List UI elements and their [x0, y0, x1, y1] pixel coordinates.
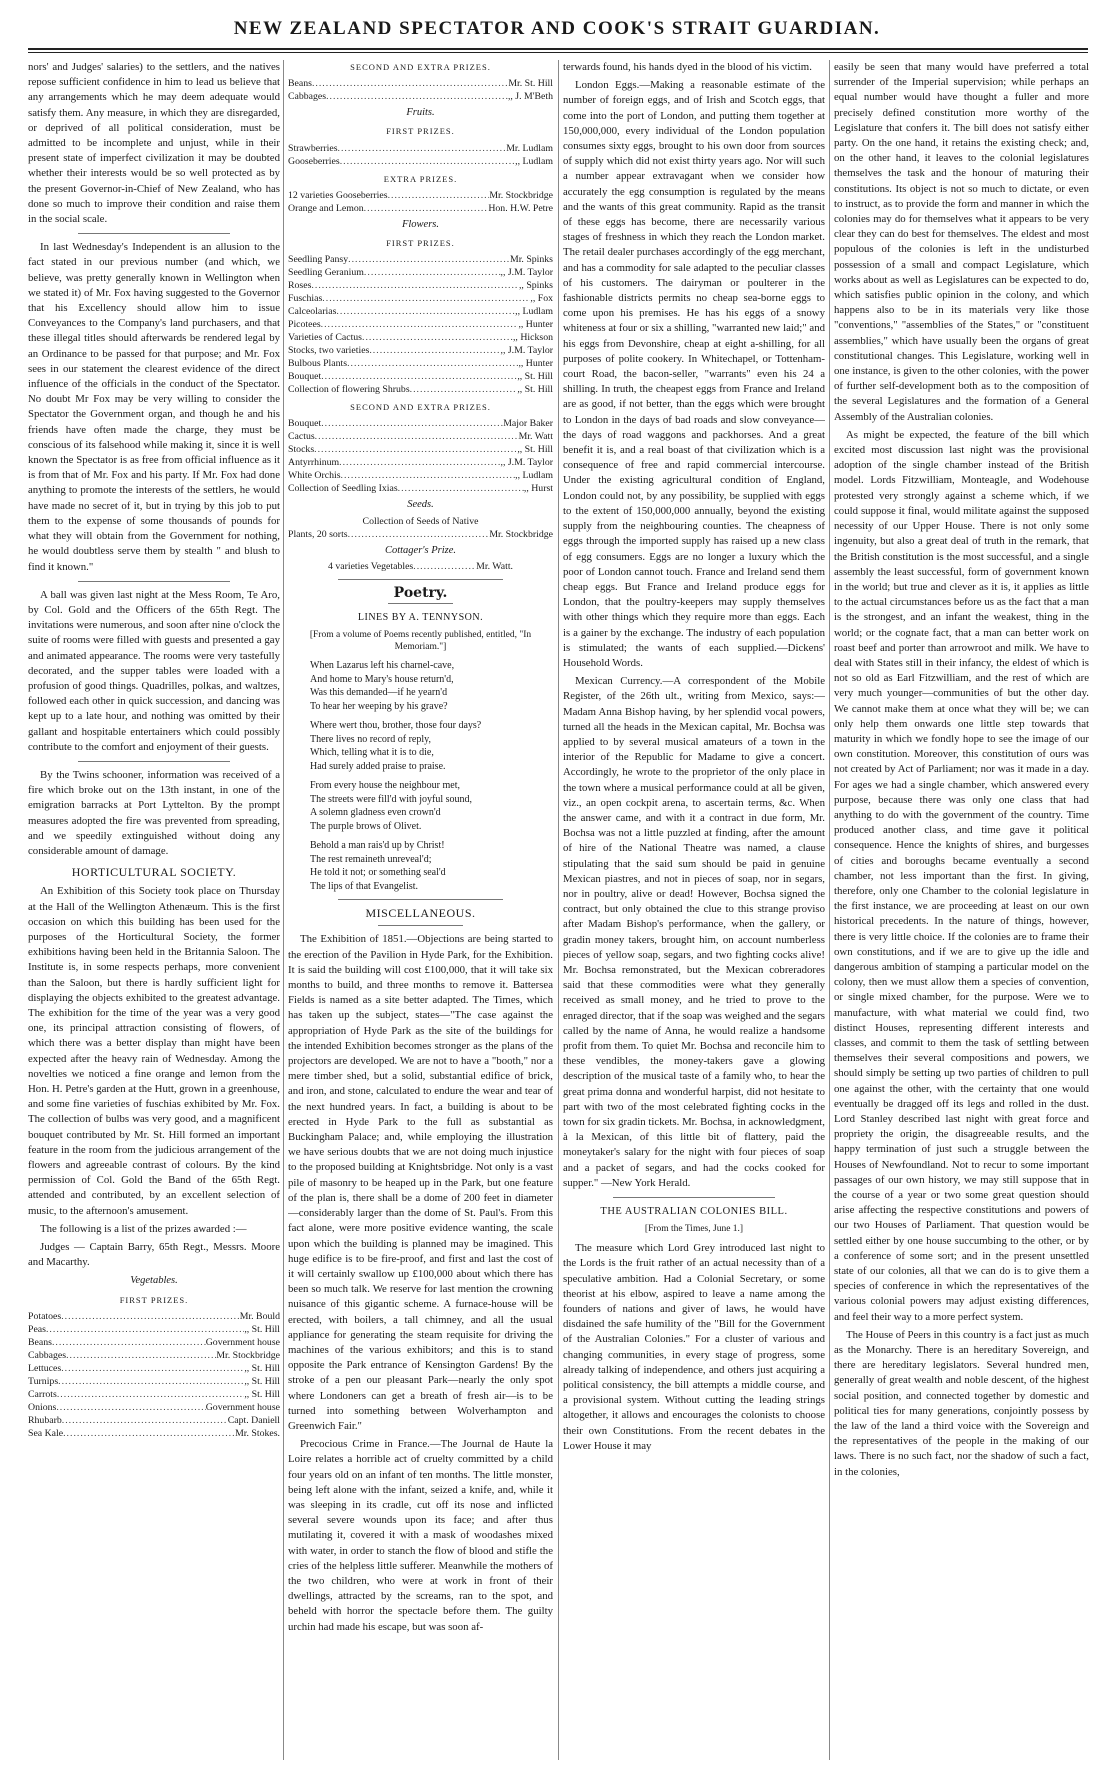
prize-item: White Orchis — [288, 470, 341, 482]
paragraph: In last Wednesday's Independent is an allusion to the fact stated in our previous number (and which, we believe, was pretty generally known in Wellington when we stated it) of Mr. Fox having suggested to the Governor that his Excellency should allow him to issue Conveyances to the Company's land purchasers, and that these illegal titles should afterwards be rendered legal by an Ordinance to be passed for that purpose; and Mr. Fox sees in our statement the clearest evidence of the direct influence of the officials in the conduct of the Spectator. No doubt Mr Fox may be very willing to consider the Spectator the Government organ, and though he and his friends have often made the charge, they must be conscious of its falsehood while making it, since it is well known the Spectator is as free from official influence as it is from that of Mr. Fox and his party. If Mr. Fox had done anything to promote the interests of the settlers, he would have made no secret of it, but in trying by this job to put them to the expense of some thousands of pounds for what they will obtain from the Government for nothing, he would doubtless serve them by stealth " and blush to find it known." — [28, 241, 280, 573]
prize-winner: ,, St. Hill — [244, 1362, 280, 1374]
prize-item: Cabbages — [28, 1349, 67, 1361]
list-item — [288, 383, 553, 396]
poem-stanza — [310, 839, 553, 893]
leader-dots — [398, 482, 524, 495]
leader-dots — [348, 253, 510, 266]
leader-dots — [347, 357, 518, 370]
prize-item: Seedling Pansy — [288, 254, 349, 266]
poem-line: When Lazarus left his charnel-cave, — [310, 660, 455, 672]
leader-dots — [364, 266, 501, 279]
poem-line: And home to Mary's house return'd, — [310, 673, 454, 685]
leader-dots — [336, 305, 515, 318]
prize-list — [288, 528, 553, 541]
list-item — [28, 1427, 280, 1440]
leader-dots — [46, 1323, 244, 1336]
leader-dots — [369, 344, 500, 357]
poetry-heading: Poetry. — [393, 584, 448, 601]
list-item — [28, 1323, 280, 1336]
list-item — [28, 1375, 280, 1388]
prize-list — [288, 77, 553, 103]
prize-item: Stocks — [288, 444, 315, 456]
paragraph: By the Twins schooner, information was received of a fire which broke out on the 13th instant, in one of the emigration barracks at Port Lyttelton. By the prompt measures adopted the fire was prevented from spreading, and we speedily extinguished without doing any considerable amount of damage. — [28, 768, 280, 857]
prize-item: Rhubarb — [28, 1414, 62, 1426]
prize-winner: Mr. Ludlam — [506, 142, 553, 154]
paragraph: The Exhibition of 1851.—Objections are being started to the erection of the Pavilion in Hyde Park, for the Exhibition. It is said the building will cost £100,000, that it will take six months to build, and three months to remove it. Battersea Fields is named as a site better adapted. The Times, which has taken up the subject, states—"The case against the appropriation of Hyde Park as the site of the buildings for the intended Exhibition becomes stronger as the plans of the projectors are developed. We are not to have a "booth," nor a mere timber shed, but a solid, substantial edifice of brick, and iron, and stone, calculated to endure the wear and tear of the next hundred years. In fact, a building is about to be erected in Hyde Park to the full as substantial as Buckingham Palace; and, while employing the illustration we have serious doubts that we are not doing much injustice to the proposed building at Knightsbridge. Not only is a vast pile of masonry to be heaped up in the Park, but one feature of the plan is, there shall be a dome of 200 feet in diameter—considerably larger than the dome of St. Paul's. From this fact alone, were more positive evidence wanting, the scale upon which the building is planned may be imagined. This huge edifice is to be fire-proof, and first and last the cost of it will certainly swallow up £100,000 about which there has been so much talk. We reserve for last mention the crowning nuisance of this gigantic scheme. A furnace-house will be erected, with boilers, a tall chimney, and all the usual appliance for generating the steam requisite for driving the machines of the various exhibitors; and this is to stand opposite the Park entrance of Kensington Gardens! By the stroke of a pen our pleasant Park—nearly the only spot where Londoners can get a breath of fresh air—is to be turned into something between Wolverhampton and Greenwich Fair." — [288, 933, 553, 1432]
poem-line: Which, telling what it is to die, — [310, 747, 434, 759]
divider — [613, 1197, 775, 1198]
prize-winner: ,, St. Hill — [517, 384, 553, 396]
prize-winner: ,, Spinks — [518, 280, 553, 292]
list-title: Flowers. — [401, 218, 440, 230]
prize-list — [28, 1310, 280, 1440]
list-item — [288, 456, 553, 469]
list-item — [288, 155, 553, 168]
prize-winner: Mr. Stokes. — [235, 1427, 280, 1439]
paragraph: Judges — Captain Barry, 65th Regt., Messrs. Moore and Macarthy. — [28, 1241, 280, 1269]
paragraph: An Exhibition of this Society took place on Thursday at the Hall of the Wellington Athenæum. This is the first occasion on which this building has been used for the purposes of the Horticultural Society, the former exhibitions having been held in the Britannia Saloon. The Institute is, in some respects perhaps, more convenient than the Saloon, but there is hardly sufficient light for displaying the objects exhibited to the greatest advantage. The exhibition for the time of the year was a very good one, its principal attraction consisting of flowers, of which there was a better display than might have been expected after the heavy rain of Wednesday. Among the novelties we noticed a fine orange and lemon from the Hon. H. Petre's garden at the Hutt, grown in a greenhouse, and some fine varieties of fuschias exhibited by Mr. Fox. The collection of bulbs was very good, and a magnificent bouquet contributed by Mr. St. Hill formed an important feature in the room from the judicious arrangement of the flowers and agreeable contrast of colours. By the kind permission of Col. Gold the Band of the 65th Regt. attended and contributed, by an excellent selection of music, to the afternoon's amusement. — [28, 885, 280, 1217]
list-subtitle: FIRST PRIZES. — [386, 126, 455, 137]
divider — [78, 581, 230, 582]
prize-item: Bouquet — [288, 371, 322, 383]
leader-dots — [362, 331, 513, 344]
list-item — [288, 266, 553, 279]
poem-line: To hear her weeping by his grave? — [310, 700, 448, 712]
divider — [338, 899, 503, 900]
prize-item: Sea Kale — [28, 1427, 64, 1439]
leader-dots — [52, 1336, 206, 1349]
divider — [338, 579, 503, 580]
paragraph: As might be expected, the feature of the bill which excited most discussion last night was the provisional adoption of the single chamber instead of the British model. Lords Fitzwilliam, Monteagle, and Wodehouse protested very strongly against a scheme which, if we could suppose it final, would militate against the supposed necessity of our Upper House. There is not only some ingenuity, but also a great deal of truth in the remark, that the British constitution is the most successful, and a single assembly the least successful, form of government known in the world; but true and clever as it is, it applies as little to the actual circumstances before us as the fact that a man is the strongest, and an infant the weakest, thing in the world; or the cognate fact, that a man can better work on roast beef and porter than arrowroot and milk. We have to deal with States still in their infancy, the eldest of which is not so old as Earl Fitzwilliam, and the rest of which are very much younger—communities of but the other day. We cannot make them at once what they will be; we can only help them onwards one little step towards that maturity in which we fondly hope to see the image of our own constitution. Moreover, this constitution of ours was not created by Act of Parliament; nor was it made in a day. For ages we had a single chamber, which answered every purpose, because there was only one class that had anything to do with the government of the country. Time produced another class, and time gave it political consequence. Hence the knights of shires, and burgesses of cities and boroughs became eventually a second chamber, not less important than the first. In giving, therefore, only one Chamber to the colonial legislature in the first instance, we are proceeding at least on our own historical precedents. In the nature of things, however, there is very little choice. If the colonies are to frame their own constitutions, and if we are to give up the idle and dangerous ambition of stamping a particular model on the colony, then we must allow them a species of convention, or single mixed chamber, for the purpose. Were we to manufacture, with what material we could find, two distinct Houses, representing different interests and classes, and commit to them the task of settling between themselves their several compositions and powers, we should simply be setting up two parties of children to pull one against the other, with the certainty that one would eventually be dragged off its legs and rolled in the dust. Lord Stanley described last night with great force and propriety the origin, the disagreeable results, and the happy termination of just such a struggle between the Houses of Newfoundland. Not to recur to some important passages of our own history, we may still suppose that in the course of a year or two some great question should arise affecting the respective constitutions and powers of our two Houses of Parliament. That question would be settled either by one house succumbing to the other, or by a conference of some sort; and in the present unsettled state of our colonies, all that we can do is to give them a species of conference in which the representatives of the various colonial powers may adjust existing differences, and feel their way to a more perfect system. — [834, 428, 1089, 1323]
poem-line: Had surely added praise to praise. — [310, 760, 446, 772]
list-subtitle: SECOND AND EXTRA PRIZES. — [350, 402, 491, 413]
leader-dots — [63, 1427, 235, 1440]
prize-winner: Mr. Spinks — [509, 254, 553, 266]
prize-item: Gooseberries — [288, 155, 340, 167]
masthead-rule-thin — [28, 52, 1088, 53]
leader-dots — [322, 292, 530, 305]
list-subtitle: FIRST PRIZES. — [119, 1294, 189, 1305]
poem-line: Behold a man rais'd up by Christ! — [310, 840, 445, 852]
list-item — [28, 1401, 280, 1414]
leader-dots — [315, 430, 519, 443]
column-divider — [829, 60, 830, 1760]
column-2 — [288, 60, 553, 1760]
prize-winner: Mr. Bould — [239, 1310, 280, 1322]
poem-stanza — [310, 659, 553, 713]
leader-dots — [341, 469, 516, 482]
list-item — [288, 189, 553, 202]
leader-dots — [338, 142, 507, 155]
paragraph: A ball was given last night at the Mess Room, Te Aro, by Col. Gold and the Officers of the 65th Regt. The invitations were numerous, and soon after nine o'clock the suite of rooms were filled with guests and presented a gay and animated appearance. The rooms were very tastefully decorated, and the supper tables were loaded with a profusion of good things. Quadrilles, polkas, and waltzes, followed each other in quick succession, and dancing was kept up to a late hour, and nothing was omitted by their gallant and hospitable entertainers which could possibly contribute to the comfort and enjoyment of their guests. — [28, 588, 280, 753]
prize-list — [288, 417, 553, 495]
paragraph: Mexican Currency.—A correspondent of the Mobile Register, of the 26th ult., writing from Mexico, says:—Madam Anna Bishop having, by her splendid vocal powers, turned all the heads in the Mexican capital, Mr. Bochsa was applied to by several musical amateurs of a town in the interior of the Republic for Madame to give a concert. Accordingly, he wrote to the proprietor of the only place in the town where a musical performance could at all be given, viz., an open cockpit arena, to ascertain terms, &c. When the answer came, and with it a contract in due form, Mr. Bochsa was not a little puzzled at finding, after the amount of hire of the National Theatre was named, a clause stipulating that the said sum should be paid in genuine Mexican piastres, and not in pieces of soap, nor in segars, nor in poultry, alive or dead! However, Bochsa signed the contract, but only obtained the clue to this strange proviso after Madam Bishop's performance, when the gallery, or gradin money takers, brought him, on account numberless pieces of yellow soap, segars, and two fighting cocks alive! Mr. Bochsa remonstrated, but the Mexican cobreradores said that these commodities were what they generally received as small money, and he tried to prove to the enraged director, that if the soap was weighed and the segars called by the name of Anna, he would realize a handsome profit from them. To quiet Mr. Bochsa and reconcile him to these vendibles, the money-takers gave a glowing description of the musical taste of a family who, to hear the great prima donna and wonderful harpist, did not hesitate to part with two of the most celebrated fighting cocks in the town for six gradin tickets. Mr. Bochsa, in acknowledgment, à la Mexican, of this little bit of flattery, paid the moneytaker's salary for the night with four pieces of soap and a packet of segars, and had the cocks cooked for supper." —New York Herald. — [563, 675, 825, 1189]
prize-winner: Government house — [205, 1336, 280, 1348]
masthead: NEW ZEALAND SPECTATOR AND COOK'S STRAIT GUARDIAN. — [233, 18, 881, 39]
list-item — [288, 443, 553, 456]
list-item — [288, 318, 553, 331]
list-item — [288, 77, 553, 90]
seeds-line: Collection of Seeds of Native — [362, 515, 479, 527]
list-item — [288, 292, 553, 305]
paragraph: London Eggs.—Making a reasonable estimate of the number of foreign eggs, and of Irish and Scotch eggs, that come into the port of London, and putting them together at 150,000,000, every individual of the London population consumes sixty eggs, brought to his own door from sources of supply which did not exist thirty years ago. Nor will such a number appear extravagant when we consider how accurately the egg consumption is regulated by the means and the wants of this great community. Rapid as the transit of these eggs has become, there are necessarily various stages of freshness in which they reach the London market. The retail dealer purchases accordingly of the egg merchant, and has a commodity for sale adapted to the peculiar classes of his customers. The dairyman or poulterer in the fashionable districts permits no cheap sea-borne eggs to come upon his premises. He has his eggs of a snowy whiteness at four or six a shilling, "warranted new laid;" and his eggs from Devonshire, cheap at eight a-shilling, for all purposes of polite cookery. In Whitechapel, or Tottenham-court Road, the bacon-seller, "warrants" even his 24 a shilling. In truth, the cheapest eggs from France and Ireland are as good, if not better, than the eggs which were brought to London in the days of bad roads and slow conveyance—the days of road waggons and packhorses. And a great benefit it is, and a real boast of that civilization which is a consequence of free and rapid commercial intercourse. Under the existing agricultural condition of England, London could not, by any possibility, be supplied with eggs to the extent of 150,000,000 annually, beyond the existing supply from the neighbouring counties. The cheapness of eggs through the imported supply has raised up a new class of egg consumers. Eggs are no longer a luxury which the poor of London cannot touch. France and Ireland send them cheap eggs. But France and Ireland produce eggs for London, that the poultry-keepers may supply themselves with other things which they require more than eggs. Each is a gainer by the exchange. The industry of each population is stimulated; the wants of each supplied.—Dickens' Household Words. — [563, 79, 825, 669]
prize-winner: ,, J. M'Beth — [507, 91, 553, 103]
prize-item: Varieties of Cactus — [288, 332, 362, 344]
prize-winner: ,, J.M. Taylor — [500, 457, 553, 469]
leader-dots — [61, 1362, 244, 1375]
list-item — [288, 370, 553, 383]
paragraph: The measure which Lord Grey introduced last night to the Lords is the fruit rather of an actual necessity than of a speculative ambition. Had a Colonial Secretary, or some theorist at his elbow, aspired to leave a name among the founders of nations and giver of laws, he would have disdained the safe humility of the "Bill for the Government of the Australian Colonies." For a cluster of various and changing communities, in every stage of progress, some already talking of independence, and others just acquiring a political consistency, the bill attempts a middle course, and a provisional system. Without cutting the leading strings altogether, it allows and encourages the colonists to choose their own Constitutions. From the recent debates in the Lower House it may — [563, 1242, 825, 1452]
list-item — [288, 142, 553, 155]
leader-dots — [61, 1310, 240, 1323]
prize-item: Peas — [28, 1323, 46, 1335]
paragraph: terwards found, his hands dyed in the blood of his victim. — [563, 61, 812, 73]
prize-winner: ,, J.M. Taylor — [500, 345, 553, 357]
prize-winner: ,, Hurst — [523, 483, 553, 495]
leader-dots — [326, 90, 508, 103]
prize-item: Seedling Geranium — [288, 267, 364, 279]
list-item — [288, 253, 553, 266]
list-item — [288, 279, 553, 292]
list-item — [288, 357, 553, 370]
list-item — [288, 344, 553, 357]
prize-winner: ,, Ludlam — [515, 155, 553, 167]
prize-winner: Capt. Daniell — [227, 1414, 280, 1426]
prize-item: Onions — [28, 1401, 57, 1413]
list-item — [28, 1349, 280, 1362]
divider — [78, 761, 230, 762]
list-title: Fruits. — [406, 107, 435, 119]
leader-dots — [410, 383, 518, 396]
poem-title: LINES BY A. TENNYSON. — [357, 612, 484, 624]
list-item — [288, 430, 553, 443]
list-subtitle: SECOND AND EXTRA PRIZES. — [350, 62, 491, 72]
list-item — [288, 469, 553, 482]
leader-dots — [58, 1375, 244, 1388]
poem-line: There lives no record of reply, — [310, 733, 431, 745]
list-title: Vegetables. — [130, 1275, 178, 1287]
section-heading: THE AUSTRALIAN COLONIES BILL. — [600, 1206, 788, 1218]
column-4 — [834, 60, 1089, 1760]
list-item — [288, 305, 553, 318]
prize-winner: ,, Hickson — [512, 332, 553, 344]
prize-item: Cabbages — [288, 91, 327, 103]
poem-line: Was this demanded—if he yearn'd — [310, 687, 448, 699]
poem-line: From every house the neighbour met, — [310, 780, 460, 792]
column-3 — [563, 60, 825, 1760]
poem — [288, 659, 553, 893]
leader-dots — [364, 202, 489, 215]
section-heading: MISCELLANEOUS. — [365, 906, 476, 921]
paragraph: The following is a list of the prizes awarded :— — [40, 1222, 247, 1235]
leader-dots — [57, 1388, 244, 1401]
prize-item: Beans — [28, 1336, 52, 1348]
prize-winner: ,, Ludlam — [515, 306, 553, 318]
prize-winner: Government house — [205, 1401, 280, 1413]
prize-list — [288, 189, 553, 215]
divider — [378, 925, 463, 926]
section-heading: HORTICULTURAL SOCIETY. — [71, 865, 237, 880]
list-item — [28, 1310, 280, 1323]
poem-note: [From a volume of Poems recently published, entitled, "In Memoriam."] — [309, 630, 532, 653]
prize-item: Calceolarias — [288, 306, 337, 318]
list-item — [28, 1362, 280, 1375]
prize-item: Antyrrhinum — [288, 457, 340, 469]
divider — [388, 603, 453, 604]
prize-winner: Mr. St. Hill — [508, 78, 553, 90]
list-item — [288, 331, 553, 344]
prize-winner: Mr. Stockbridge — [489, 189, 553, 201]
prize-item: Stocks, two varieties — [288, 345, 370, 357]
list-item — [288, 202, 553, 215]
list-item: Plants, 20 sorts ..... Mr. Stockbridge — [288, 528, 553, 541]
prize-item: Lettuces — [28, 1362, 62, 1374]
divider — [78, 233, 230, 234]
poem-stanza — [310, 719, 553, 773]
poem-stanza — [310, 779, 553, 833]
leader-dots — [339, 456, 500, 469]
list-title: Seeds. — [407, 499, 434, 511]
prize-item: Bouquet — [288, 418, 322, 430]
prize-winner: Mr. Stockbridge — [216, 1349, 280, 1361]
poem-line: The streets were fill'd with joyful sound, — [310, 793, 473, 805]
prize-item: Picotees — [288, 319, 321, 331]
prize-item: Carrots — [28, 1388, 57, 1400]
poem-line: A solemn gladness even crown'd — [310, 807, 441, 819]
column-divider — [558, 60, 559, 1760]
prize-item: Collection of Seedling Ixias — [288, 483, 398, 495]
poem-line: The rest remaineth unreveal'd; — [310, 853, 432, 865]
poem-line: The purple brows of Olivet. — [310, 820, 422, 832]
leader-dots — [388, 189, 490, 202]
prize-item: Beans — [288, 78, 312, 90]
prize-winner: ,, St. Hill — [517, 371, 553, 383]
prize-winner: ,, J.M. Taylor — [500, 267, 553, 279]
prize-item: Strawberries — [288, 142, 338, 154]
prize-winner: ,, St. Hill — [244, 1388, 280, 1400]
prize-item: Potatoes — [28, 1310, 62, 1322]
prize-item: 12 varieties Gooseberries — [288, 189, 388, 201]
prize-item: Fuschias — [288, 293, 323, 305]
prize-item: Collection of flowering Shrubs — [288, 384, 410, 396]
leader-dots — [321, 417, 503, 430]
prize-winner: ,, St. Hill — [244, 1323, 280, 1335]
source-note: [From the Times, June 1.] — [644, 1224, 744, 1235]
prize-winner: ,, Hunter — [518, 319, 553, 331]
prize-list — [288, 142, 553, 168]
leader-dots — [321, 370, 517, 383]
leader-dots — [66, 1349, 216, 1362]
paragraph: The House of Peers in this country is a fact just as much as the Monarchy. There is an hereditary Sovereign, and there are hereditary legislators. Several hundred men, generally of great wealth and noble descent, of the highest social position, and connected together by domestic and political ties for many generations, conjointly possess by the law of the land a third voice with the Sovereign and the representatives of the people in the making of our laws. There is no such fact, nor the shadow of such a fact, in the colonies, — [834, 1328, 1089, 1478]
prize-winner: Major Baker — [503, 418, 553, 430]
prize-winner: ,, Hunter — [518, 358, 553, 370]
list-item: 4 varieties Vegetables ..... Mr. Watt. — [328, 560, 513, 573]
masthead-rule — [28, 48, 1088, 50]
list-subtitle: EXTRA PRIZES. — [383, 173, 458, 184]
paragraph: easily be seen that many would have preferred a total surrender of the Imperial supervision; while perhaps an equal number would have thought a fuller and more precisely defined constitution more worthy of the Legislature that confers it. The bill does not satisfy either party. On the one hand, it retains the existing check; and, on the other hand, it leaves to the colonial legislatures themselves the task and the honour of maturing their constitutions. Its object is not so much to dictate, or even to instruct, as to provide the form and manner in which the colonies may do for themselves what it appears to be very clear they can do best for themselves. The eldest and most populous of the colonies is left in the undisturbed possession of a small and compact Legislature, which works about as well as Legislatures can be expected to do, which satisfies public opinion in the colony, and which happens also to be in its materials very like those "conventions," "assemblies of the States," or "constituent assemblies," which have usually been the organs of great constitutional changes. This Legislature, working well in one instance, is given to the other colonies, with the power of further self-development both as to the composition of the several Legislatures and the formation of a General Assembly of the Australian colonies. — [834, 61, 1089, 423]
paragraph: nors' and Judges' salaries) to the settlers, and the natives repose sufficient confidence in him to lead us believe that any arrangements which he may deem adequate would satisfy them. Any measure, in which they are disregarded, or deprived of all political consideration, must be admitted to be incomplete and unjust, while in their present state of imperfect civilization it may be doubted whether their interests would be so well protected as by the present Governor-in-Chief of New Zealand, who has done so much to improve their condition and raise them in the social scale. — [28, 61, 280, 226]
prize-item: Bulbous Plants — [288, 358, 348, 370]
leader-dots — [312, 77, 508, 90]
list-item — [288, 90, 553, 103]
list-item — [28, 1388, 280, 1401]
prize-winner: ,, St. Hill — [244, 1375, 280, 1387]
prize-winner: Mr. Watt — [518, 431, 553, 443]
list-title: Cottager's Prize. — [384, 544, 457, 556]
paragraph: Precocious Crime in France.—The Journal de Haute la Loire relates a horrible act of cruelty committed by a child four years old on an infant of ten months. The little monster, being left alone with the infant, seized a knife, and, while it was sleeping in its cradle, cut off its nose and inflicted several severe wounds upon its face; and after thus mutilating it, covered it with a mask of woodashes mixed with water, in order to stanch the flow of blood and stifle the cries of the helpless little sufferer. Meanwhile the mothers of the two children, who were at work in front of their dwellings, attracted by the screams, ran to the spot, and beheld with horror the spectacle before them. The guilty urchin had made his escape, but was soon af- — [288, 1438, 553, 1633]
prize-list — [288, 560, 553, 573]
list-subtitle: FIRST PRIZES. — [386, 238, 455, 249]
list-item — [28, 1336, 280, 1349]
leader-dots — [321, 318, 519, 331]
prize-item: Turnips — [28, 1375, 59, 1387]
prize-winner: ,, Fox — [530, 293, 553, 305]
poem-line: Where wert thou, brother, those four days? — [310, 720, 482, 732]
list-item — [288, 417, 553, 430]
poem-line: The lips of that Evangelist. — [310, 880, 419, 892]
column-divider — [283, 60, 284, 1760]
leader-dots — [311, 279, 519, 292]
leader-dots — [314, 443, 517, 456]
prize-winner: ,, Ludlam — [515, 470, 553, 482]
prize-winner: ,, St. Hill — [517, 444, 553, 456]
leader-dots — [340, 155, 515, 168]
list-item — [288, 482, 553, 495]
leader-dots — [56, 1401, 205, 1414]
prize-item: Roses — [288, 280, 312, 292]
prize-list — [288, 253, 553, 396]
poem-line: He told it not; or something seal'd — [310, 867, 446, 879]
leader-dots — [62, 1414, 228, 1427]
prize-winner: Hon. H.W. Petre — [488, 202, 553, 214]
column-1 — [28, 60, 280, 1760]
prize-item: Cactus — [288, 431, 315, 443]
list-item — [28, 1414, 280, 1427]
prize-item: Orange and Lemon — [288, 202, 364, 214]
